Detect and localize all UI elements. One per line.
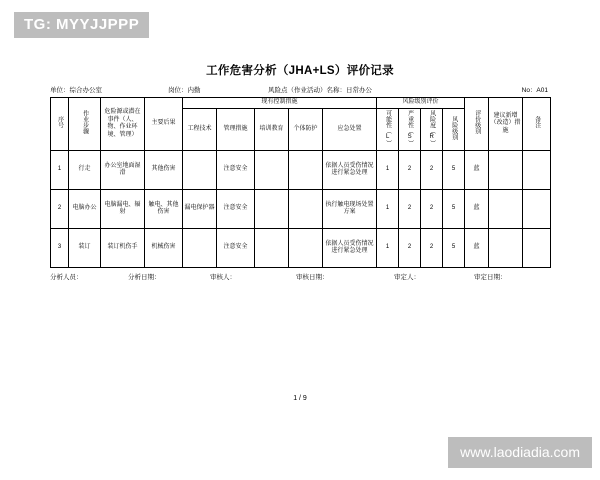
jha-table — [50, 97, 551, 268]
cell-emergency: 依据人员受伤情况进行紧急处理 — [323, 229, 377, 268]
cell-engineering — [183, 151, 217, 190]
cell-grade: 蓝 — [465, 229, 489, 268]
cell-risk-degree: 2 — [421, 190, 443, 229]
cell-job-step: 电脑办公 — [69, 190, 101, 229]
th-engineering: 工程技术 — [183, 108, 217, 151]
th-hazard: 危险源或潜在事件（人、物、作业环境、管理） — [101, 98, 145, 151]
th-training: 培训教育 — [255, 108, 289, 151]
page-title: 工作危害分析（JHA+LS）评价记录 — [206, 65, 394, 77]
cell-suggested — [489, 229, 523, 268]
table-row — [51, 151, 551, 190]
foot-approver: 审定人： — [394, 274, 420, 281]
cell-seq: 3 — [51, 229, 69, 268]
cell-likelihood: 1 — [377, 151, 399, 190]
cell-suggested — [489, 151, 523, 190]
foot-approve-date: 审定日期： — [474, 274, 507, 281]
cell-engineering: 漏电保护器 — [183, 190, 217, 229]
cell-engineering — [183, 229, 217, 268]
foot-analysts: 分析人员： — [50, 274, 83, 281]
cell-remark — [523, 151, 551, 190]
cell-risk-degree: 2 — [421, 151, 443, 190]
cell-suggested — [489, 190, 523, 229]
cell-risk-level: 5 — [443, 190, 465, 229]
cell-management: 注意安全 — [217, 190, 255, 229]
meta-risk-point: 风险点（作业活动）名称：日常办公 — [268, 87, 372, 94]
cell-remark — [523, 229, 551, 268]
meta-no: No：A01 — [521, 87, 548, 94]
th-suggested: 建议新增（改造）措施 — [489, 98, 523, 151]
cell-hazard: 办公室地面湿滑 — [101, 151, 145, 190]
cell-consequence: 其他伤害 — [145, 151, 183, 190]
th-consequence: 主要后果 — [145, 98, 183, 151]
cell-hazard: 电脑漏电、辐射 — [101, 190, 145, 229]
document-meta — [50, 85, 550, 94]
cell-likelihood: 1 — [377, 229, 399, 268]
th-job-step: 作业步骤 — [69, 98, 101, 151]
cell-likelihood: 1 — [377, 190, 399, 229]
meta-post: 岗位：内勤 — [168, 87, 201, 94]
th-controls-group: 现有控制措施 — [183, 98, 377, 109]
cell-job-step: 装订 — [69, 229, 101, 268]
cell-consequence: 机械伤害 — [145, 229, 183, 268]
cell-seq: 1 — [51, 151, 69, 190]
th-remark: 备注 — [523, 98, 551, 151]
cell-emergency: 执行触电现场处置方案 — [323, 190, 377, 229]
th-management: 管理措施 — [217, 108, 255, 151]
cell-grade: 蓝 — [465, 151, 489, 190]
site-watermark-badge: www.laodiadia.com — [448, 437, 592, 468]
cell-training — [255, 190, 289, 229]
th-seq: 序号 — [51, 98, 69, 151]
th-risk-level: 风险级别 — [443, 108, 465, 151]
cell-severity: 2 — [399, 229, 421, 268]
table-header-row-1 — [51, 98, 551, 109]
cell-management: 注意安全 — [217, 151, 255, 190]
cell-remark — [523, 190, 551, 229]
tg-watermark-badge: TG: MYYJJPPP — [14, 12, 149, 38]
cell-risk-degree: 2 — [421, 229, 443, 268]
cell-hazard: 装订机伤手 — [101, 229, 145, 268]
th-evaluation-result: 评价级别 — [465, 98, 489, 151]
th-risk-degree: 风险度（R） — [421, 108, 443, 151]
cell-emergency: 依据人员受伤情况进行紧急处理 — [323, 151, 377, 190]
foot-reviewer: 审核人： — [210, 274, 236, 281]
jha-document — [50, 62, 550, 281]
cell-risk-level: 5 — [443, 151, 465, 190]
cell-job-step: 行走 — [69, 151, 101, 190]
th-evaluation-group: 风险级别评价 — [377, 98, 465, 109]
meta-unit: 单位：综合办公室 — [50, 87, 102, 94]
cell-ppe — [289, 190, 323, 229]
th-severity: 严重性（S） — [399, 108, 421, 151]
cell-severity: 2 — [399, 190, 421, 229]
cell-ppe — [289, 229, 323, 268]
signature-row — [50, 272, 550, 281]
cell-training — [255, 151, 289, 190]
cell-management: 注意安全 — [217, 229, 255, 268]
table-row — [51, 229, 551, 268]
cell-severity: 2 — [399, 151, 421, 190]
cell-seq: 2 — [51, 190, 69, 229]
cell-grade: 蓝 — [465, 190, 489, 229]
th-likelihood: 可能性（L） — [377, 108, 399, 151]
cell-ppe — [289, 151, 323, 190]
page-number: 1 / 9 — [293, 395, 307, 402]
foot-analysis-date: 分析日期： — [128, 274, 161, 281]
cell-consequence: 触电、其他伤害 — [145, 190, 183, 229]
th-ppe: 个体防护 — [289, 108, 323, 151]
th-emergency: 应急处置 — [323, 108, 377, 151]
table-row — [51, 190, 551, 229]
cell-training — [255, 229, 289, 268]
foot-review-date: 审核日期： — [296, 274, 329, 281]
cell-risk-level: 5 — [443, 229, 465, 268]
